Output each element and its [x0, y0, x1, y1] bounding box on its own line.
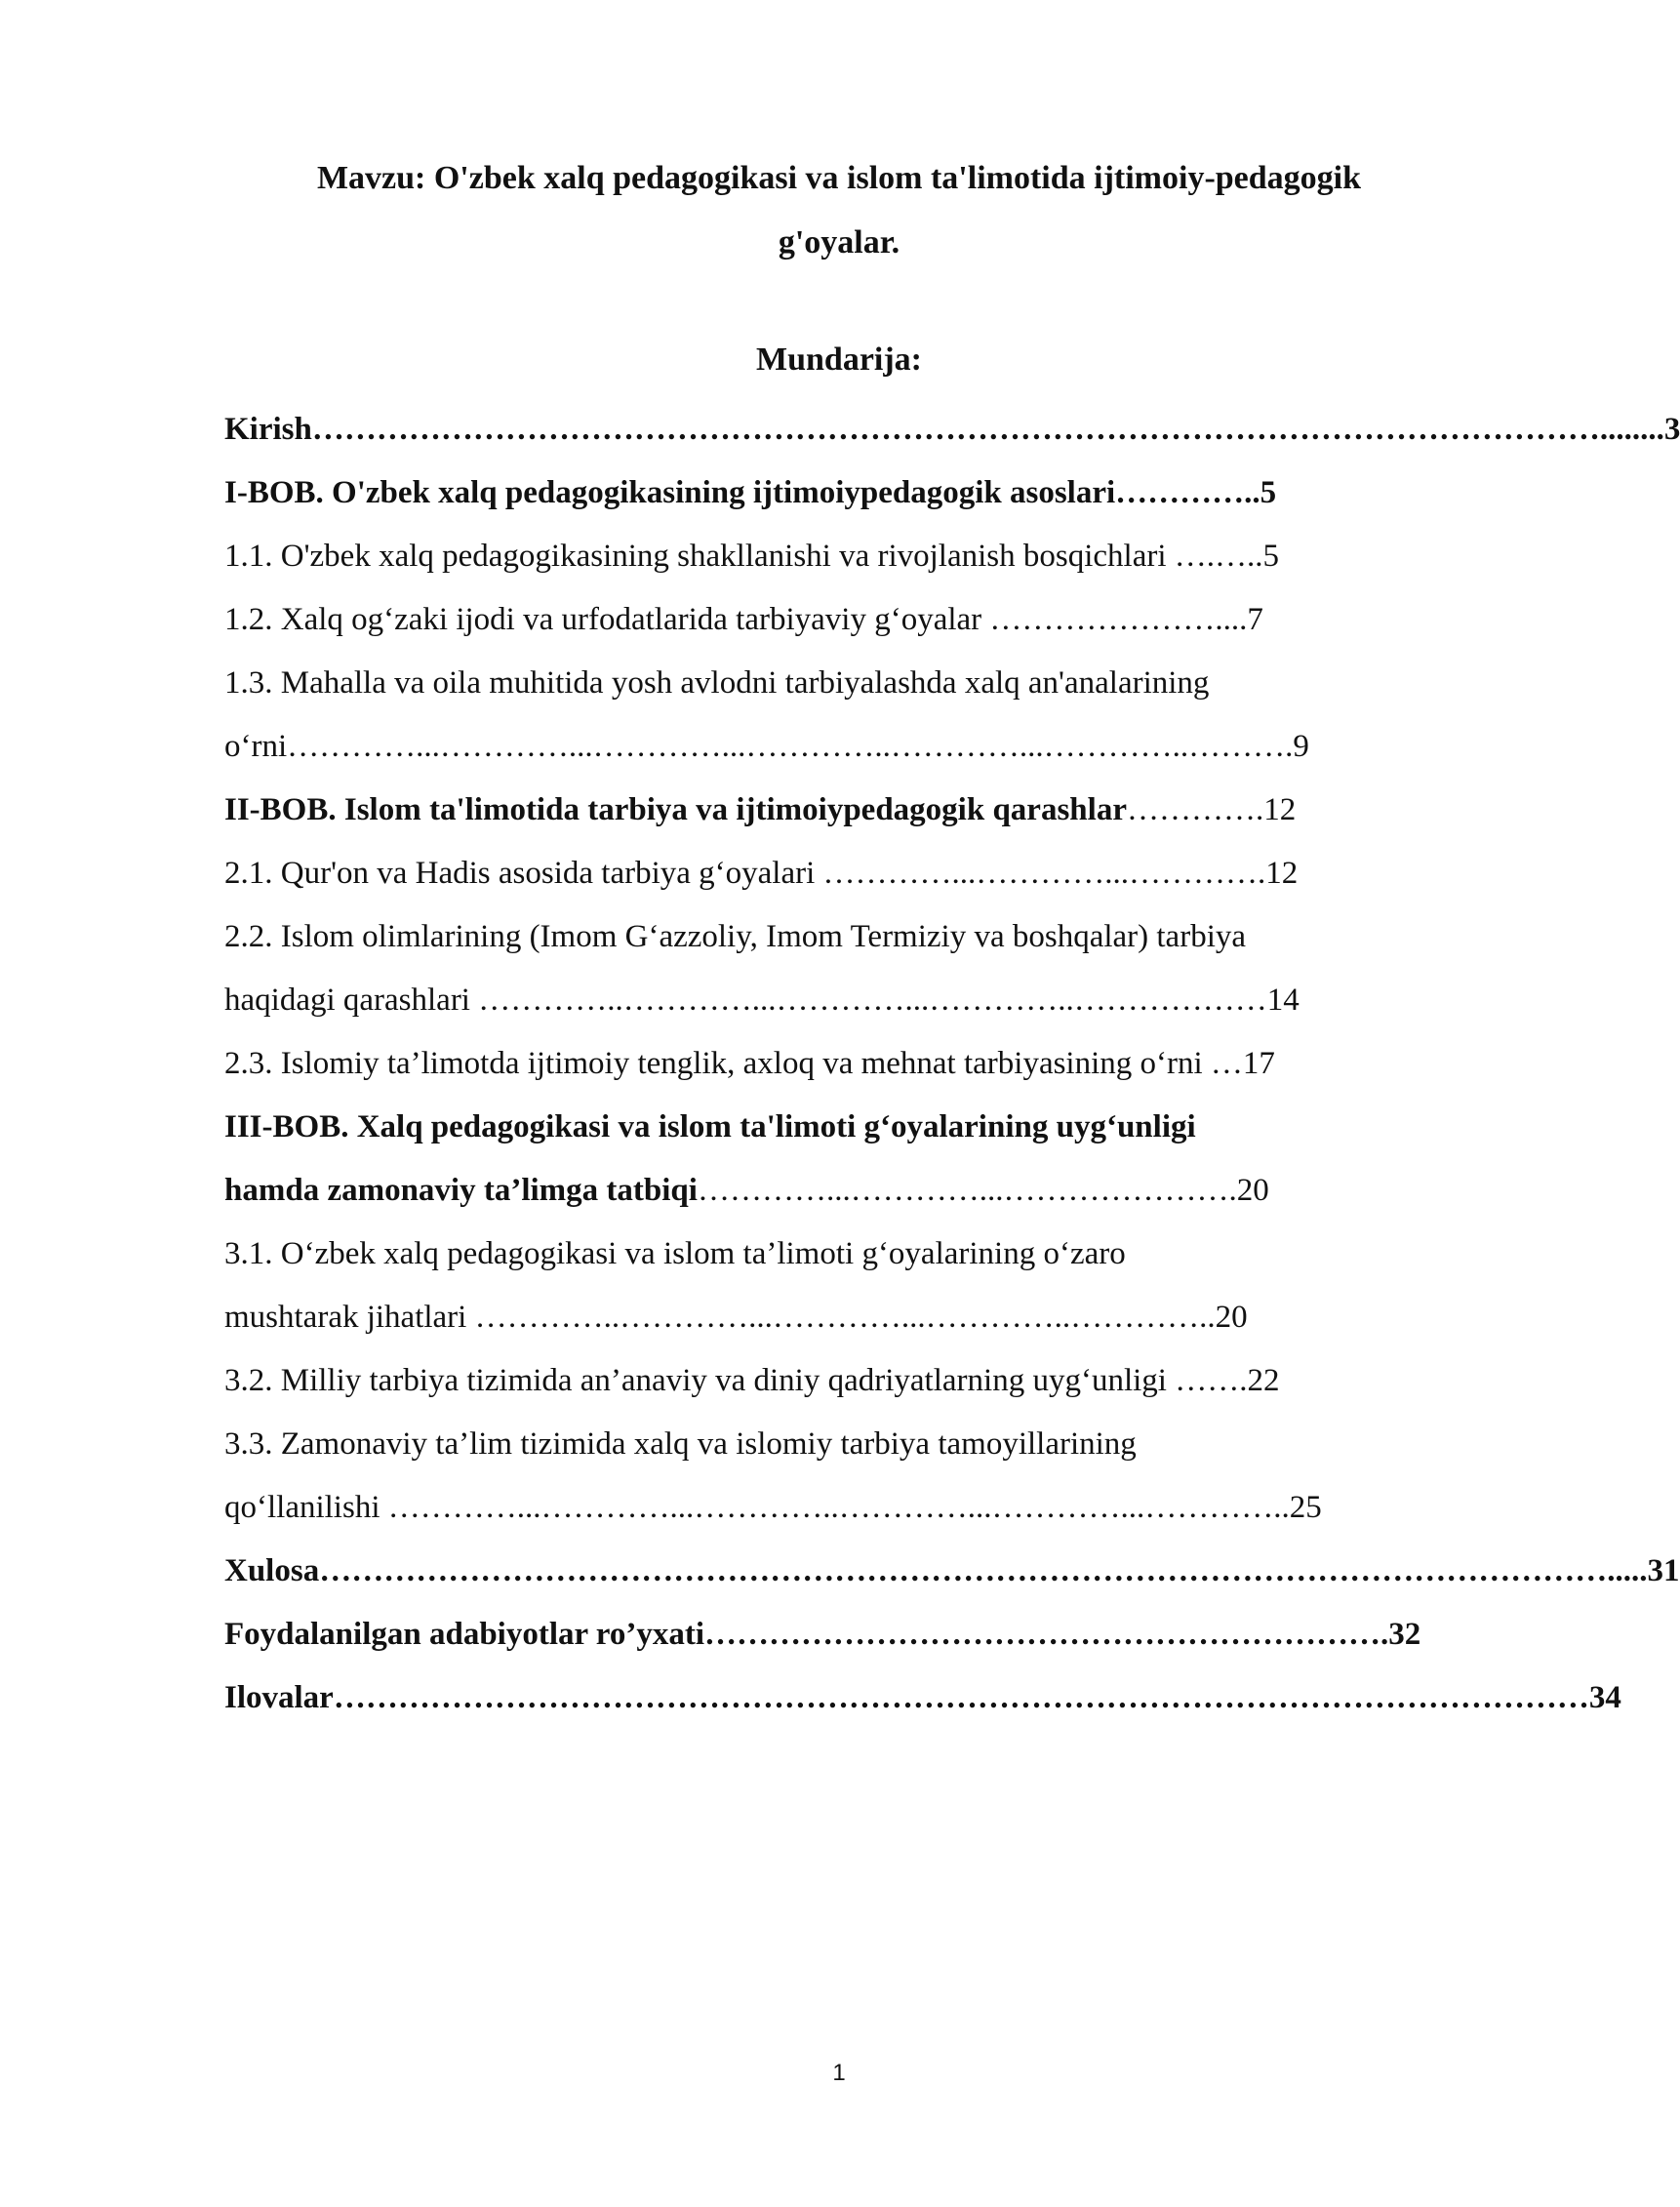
toc-entry — [224, 1476, 1532, 1540]
document-title — [176, 146, 1502, 275]
contents-heading: Mundarija: — [756, 341, 922, 378]
toc-entry-text: 2.2. Islom olimlarining (Imom G‘azzoliy, Imom Termiziy va boshqalar) tarbiya — [224, 919, 1247, 954]
toc-entry-text: o‘rni…………...…………...…………...…………..…………...…………..……….9 — [224, 729, 1309, 764]
toc-entry-text: I-BOB. O'zbek xalq pedagogikasining ijtimoiypedagogik asoslari…………..5 — [224, 475, 1277, 510]
toc-entry-text: Ilovalar………………………………………………………………………………………………………34 — [224, 1680, 1621, 1715]
toc-entry-text: qo‘llanilishi …………...…………...…………..…………...…………...…………..25 — [224, 1490, 1322, 1525]
toc-entry-text: Kirish…………………………………………………………………………………………………………........3 — [224, 412, 1680, 447]
toc-entry — [224, 1286, 1532, 1349]
toc-entry — [224, 1096, 1532, 1159]
toc-entry-text: Foydalanilgan adabiyotlar ro’yxati……………………………………………………….32 — [224, 1617, 1421, 1652]
table-of-contents — [224, 398, 1680, 1730]
toc-entry-text: 2.1. Qur'on va Hadis asosida tarbiya g‘oyalari …………...…………...………….12 — [224, 856, 1299, 891]
toc-entry-leader: ………….12 — [1126, 792, 1297, 827]
toc-entry — [224, 905, 1532, 969]
toc-entry — [224, 1413, 1532, 1476]
toc-entry — [224, 1349, 1532, 1413]
toc-entry-text: 1.1. O'zbek xalq pedagogikasining shakllanishi va rivojlanish bosqichlari ….…..5 — [224, 539, 1280, 574]
toc-entry — [224, 1223, 1532, 1286]
title-line-2: g'oyalar. — [778, 224, 900, 261]
toc-entry — [224, 842, 1532, 905]
toc-entry-text: 1.3. Mahalla va oila muhitida yosh avlodni tarbiyalashda xalq an'analarining — [224, 665, 1210, 701]
toc-entry-text: Xulosa………………………………………………………………………………………………………….....31 — [224, 1553, 1680, 1588]
toc-entry — [224, 1159, 1532, 1223]
toc-entry — [224, 1603, 1532, 1666]
page-number: 1 — [832, 2060, 846, 2086]
toc-entry — [224, 461, 1532, 525]
toc-entry-text: 3.2. Milliy tarbiya tizimida an’anaviy va diniy qadriyatlarning uyg‘unligi …….22 — [224, 1363, 1280, 1398]
toc-entry — [224, 715, 1532, 779]
toc-entry-text: III-BOB. Xalq pedagogikasi va islom ta'limoti g‘oyalarining uyg‘unligi — [224, 1109, 1196, 1144]
toc-entry — [224, 969, 1532, 1032]
toc-entry-text: 2.3. Islomiy ta’limotda ijtimoiy tenglik, axloq va mehnat tarbiyasining o‘rni …17 — [224, 1046, 1275, 1081]
title-line-1: Mavzu: O'zbek xalq pedagogikasi va islom ta'limotida ijtimoiy-pedagogik — [316, 160, 1362, 196]
toc-entry — [224, 525, 1532, 588]
toc-entry — [224, 588, 1532, 652]
toc-entry — [224, 1032, 1532, 1096]
toc-entry — [224, 398, 1680, 461]
toc-entry-text: 1.2. Xalq og‘zaki ijodi va urfodatlarida tarbiyaviy g‘oyalar …………………....7 — [224, 602, 1263, 637]
toc-entry — [224, 652, 1532, 715]
toc-entry-text: hamda zamonaviy ta’limga tatbiqi — [224, 1173, 698, 1208]
toc-entry — [224, 1540, 1680, 1603]
toc-entry-text: 3.3. Zamonaviy ta’lim tizimida xalq va islomiy tarbiya tamoyillarining — [224, 1426, 1137, 1462]
toc-entry — [224, 1666, 1621, 1730]
toc-entry-text: haqidagi qarashlari …………..…………...…………...…………..………………14 — [224, 983, 1300, 1018]
toc-entry-text: 3.1. O‘zbek xalq pedagogikasi va islom ta’limoti g‘oyalarining o‘zaro — [224, 1236, 1126, 1271]
toc-entry-leader: …………...…………...………………….20 — [697, 1173, 1269, 1208]
toc-entry-text: mushtarak jihatlari …………..…………...…………...…………..…………..20 — [224, 1300, 1248, 1335]
toc-entry — [224, 779, 1532, 842]
toc-entry-text: II-BOB. Islom ta'limotida tarbiya va ijtimoiypedagogik qarashlar — [224, 792, 1127, 827]
